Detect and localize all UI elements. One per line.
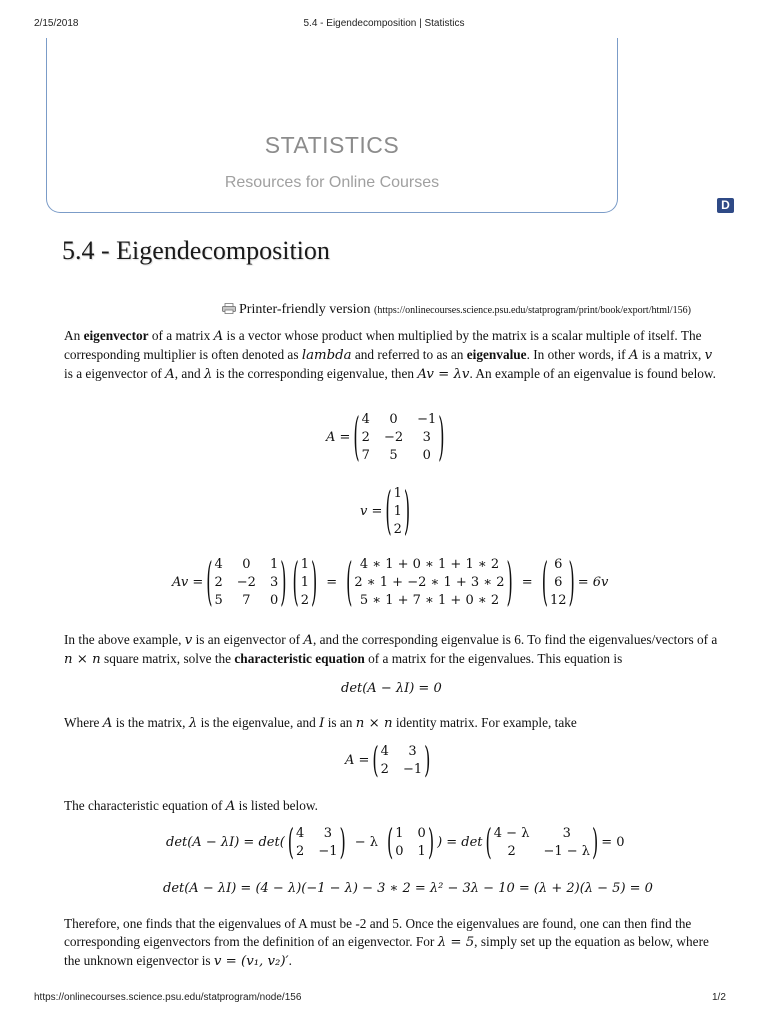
matrix-cell: 5 xyxy=(214,593,223,608)
matrix-cell: 0 xyxy=(395,844,404,859)
matrix-cell: 1 xyxy=(417,844,426,859)
matrix xyxy=(206,550,287,612)
matrix-cell: 2 xyxy=(361,430,370,445)
matrix xyxy=(287,820,346,863)
equation-characteristic: det(A − λI) = det( ( 4 3 2 −1 ) − λ ( 1 0 0 1 ) ) = det ( 4 − λ 3 2 −1 − λ ) = 0 xyxy=(166,820,625,863)
matrix-cell: 1 xyxy=(393,486,402,501)
matrix xyxy=(541,550,575,612)
site-banner[interactable] xyxy=(46,38,618,213)
left-paren: ( xyxy=(346,550,353,612)
paragraph-therefore: Therefore, one finds that the eigenvalues of A must be -2 and 5. Once the eigenvalues are found, one can then find the corresponding eigenvectors from the definition of an eigenvector. For λ = 5, simply set up the equation as below, where the unknown eigenvector is v = (v₁, v₂)′. xyxy=(64,916,709,970)
left-paren: ( xyxy=(385,479,392,541)
matrix-cell: 5 xyxy=(389,448,398,463)
equation-matrix-a2: A = ( 4 3 2 −1 ) xyxy=(345,738,431,781)
matrix-cell: −1 xyxy=(318,844,338,859)
paragraph-characteristic: In the above example, v is an eigenvector of A, and the corresponding eigenvalue is 6. To find the eigenvalues/vectors of a n × n square matrix, solve the characteristic equation of a matrix for the eigenvalues. This equation is xyxy=(64,632,718,668)
matrix-cell: 0 xyxy=(242,557,251,572)
matrix-cell: 1 xyxy=(395,826,404,841)
right-paren: ) xyxy=(424,738,431,781)
matrix-cell: 1 xyxy=(393,504,402,519)
print-date: 2/15/2018 xyxy=(34,18,79,29)
matrix-cell: 2 ∗ 1 + −2 ∗ 1 + 3 ∗ 2 xyxy=(354,575,505,590)
matrix-cell: 3 xyxy=(323,826,333,841)
equation-vector-v: v = ( 1 1 2 ) xyxy=(360,479,411,541)
matrix-cell: 2 xyxy=(393,522,402,537)
matrix-cell: 7 xyxy=(242,593,251,608)
matrix-cell: 4 xyxy=(361,412,370,427)
matrix-cell: −1 − λ xyxy=(543,844,591,859)
matrix-cell: 6 xyxy=(554,575,563,590)
printer-friendly-label[interactable]: Printer-friendly version xyxy=(239,302,371,317)
matrix-cell: 0 xyxy=(389,412,398,427)
right-paren: ) xyxy=(311,550,318,612)
matrix xyxy=(387,820,435,863)
matrix-cell: 4 ∗ 1 + 0 ∗ 1 + 1 ∗ 2 xyxy=(359,557,500,572)
matrix-cell: 0 xyxy=(269,593,279,608)
matrix-cell: 3 xyxy=(269,575,279,590)
equation-matrix-a: A = ( 4 0 −1 2 −2 3 7 5 0 ) xyxy=(326,405,445,467)
matrix xyxy=(353,405,445,467)
left-paren: ( xyxy=(292,550,299,612)
printer-friendly-url: (https://onlinecourses.science.psu.edu/statprogram/print/book/export/html/156) xyxy=(374,305,691,316)
paragraph-intro: An eigenvector of a matrix A is a vector whose product when multiplied by the matrix is a scalar multiple of itself. The corresponding multiplier is often denoted as lambda and referred to as an eigenvalue. In other words, if A is a matrix, v is a eigenvector of A, and λ is the corresponding eigenvalue, then Av = λv. An example of an eigenvalue is found below. xyxy=(64,328,716,383)
paragraph-char-listed: The characteristic equation of A is listed below. xyxy=(64,798,318,814)
equation-av-product: Av = ( 4 0 1 2 −2 3 5 7 0 ) ( 1 1 2 ) = ( 4 ∗ 1 + 0 ∗ 1 + 1 ∗ 2 2 ∗ 1 + −2 ∗ 1 + 3 ∗ 2 5 ∗ 1 + 7 ∗ 1 + 0 ∗ 2 ) = ( 6 6 12 ) = 6v xyxy=(172,550,609,612)
matrix-cell: 4 xyxy=(380,744,389,759)
right-paren: ) xyxy=(438,405,445,467)
right-paren: ) xyxy=(280,550,287,612)
d-badge-icon[interactable]: D xyxy=(717,198,734,213)
site-subtitle: Resources for Online Courses xyxy=(224,174,440,191)
left-paren: ( xyxy=(541,550,548,612)
matrix xyxy=(346,550,513,612)
right-paren: ) xyxy=(592,820,599,863)
equation-expansion: det(A − λI) = (4 − λ)(−1 − λ) − 3 ∗ 2 = λ² − 3λ − 10 = (λ + 2)(λ − 5) = 0 xyxy=(163,881,653,896)
left-paren: ( xyxy=(387,820,394,863)
matrix-cell: 4 xyxy=(214,557,223,572)
matrix-cell: 3 xyxy=(562,826,571,841)
matrix-cell: 3 xyxy=(408,744,417,759)
matrix xyxy=(372,738,431,781)
print-page-title: 5.4 - Eigendecomposition | Statistics xyxy=(303,18,465,29)
print-url: https://onlinecourses.science.psu.edu/statprogram/node/156 xyxy=(34,992,302,1003)
matrix-cell: 2 xyxy=(507,844,516,859)
left-paren: ( xyxy=(206,550,213,612)
site-title[interactable]: STATISTICS xyxy=(264,132,400,158)
matrix-cell: −2 xyxy=(236,575,256,590)
matrix-cell: −1 xyxy=(417,412,437,427)
matrix-cell: 0 xyxy=(417,826,426,841)
matrix-cell: 7 xyxy=(361,448,370,463)
matrix-cell: −2 xyxy=(383,430,404,445)
right-paren: ) xyxy=(568,550,575,612)
equation-det: det(A − λI) = 0 xyxy=(341,681,442,696)
matrix-cell: 0 xyxy=(422,448,431,463)
matrix-cell: 2 xyxy=(214,575,223,590)
matrix-cell: 6 xyxy=(554,557,563,572)
matrix-cell: 1 xyxy=(300,557,309,572)
matrix-cell: 2 xyxy=(300,593,309,608)
matrix-cell: 5 ∗ 1 + 7 ∗ 1 + 0 ∗ 2 xyxy=(359,593,500,608)
matrix xyxy=(292,550,318,612)
page-number: 1/2 xyxy=(712,992,726,1003)
matrix-cell: 1 xyxy=(269,557,279,572)
printer-friendly-link[interactable] xyxy=(222,302,691,318)
left-paren: ( xyxy=(287,820,295,863)
matrix-cell: 4 xyxy=(296,826,305,841)
right-paren: ) xyxy=(403,479,411,541)
right-paren: ) xyxy=(506,550,513,612)
left-paren: ( xyxy=(353,405,360,467)
matrix xyxy=(485,820,599,863)
matrix-cell: 3 xyxy=(422,430,431,445)
left-paren: ( xyxy=(485,820,492,863)
term-characteristic-equation: characteristic equation xyxy=(234,651,365,667)
right-paren: ) xyxy=(339,820,346,863)
right-paren: ) xyxy=(427,820,435,863)
printer-icon xyxy=(222,303,236,314)
paragraph-where: Where A is the matrix, λ is the eigenvalue, and I is an n × n identity matrix. For example, take xyxy=(64,715,577,731)
term-eigenvalue: eigenvalue xyxy=(466,347,527,363)
matrix-cell: 1 xyxy=(300,575,309,590)
page-title: 5.4 - Eigendecomposition xyxy=(62,236,330,265)
left-paren: ( xyxy=(372,738,379,781)
matrix-cell: −1 xyxy=(402,762,423,777)
matrix-cell: 4 − λ xyxy=(493,826,530,841)
matrix-cell: 2 xyxy=(380,762,389,777)
matrix-cell: 12 xyxy=(549,593,567,608)
matrix-cell: 2 xyxy=(296,844,305,859)
term-eigenvector: eigenvector xyxy=(83,328,149,343)
